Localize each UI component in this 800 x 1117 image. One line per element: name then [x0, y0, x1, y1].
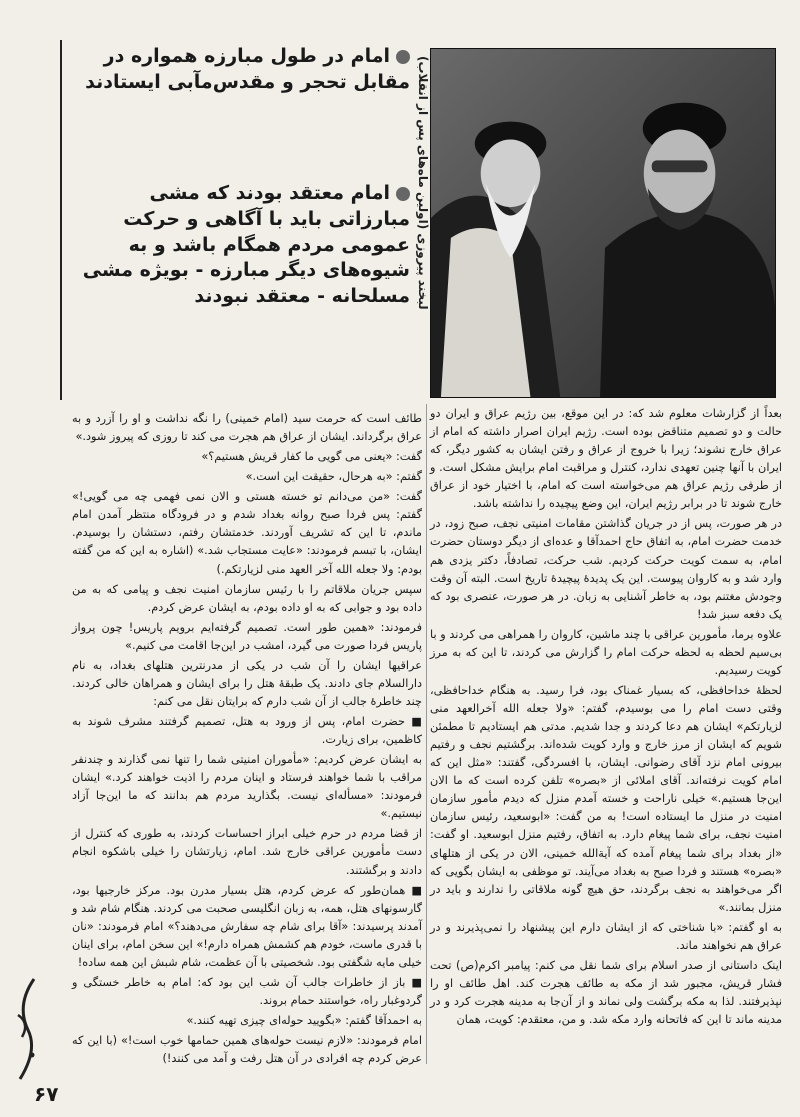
- bullet-icon: [396, 50, 410, 64]
- paragraph: لحظهٔ خداحافظی، که بسیار غمناک بود، فرا رسید. به هنگام خداحافظی، وقتی دست امام را می بوسیدم، گفتم: «ولا جعله الله آخرالعهد منی لزیارتکم» ایشان هم دعا کردند و جدا شدیم. مدتی هم ایستادیم تا مطمئن شویم که ایشان از مرز خارج و وارد کویت شده‌اند. برگشتیم نجف و رفتیم بیرونی امام نزد آقای رضوانی. ایشان، با افسردگی، گفتند: «مثل این که امام کویت نرفته‌اند. آقای املائی از «بصره» تلفن کرده است که ما الان این‌جا هستیم.» خیلی ناراحت و خسته آمدم منزل که دیدم مأمور سازمان امنیت در منزل ما ایستاده است! به من گفت: «ابوسعید، رئیس سازمان امنیت نجف، برای شما پیغام دارد. به اتفاق، رفتیم منزل ابوسعید. او گفت: «از بغداد برای شما پیغام آمده که آیةالله خمینی، الان در یکی از هتلهای «بصره» هستند و فردا صبح به بغداد می‌آیند. تو موظفی به ایشان بگویی که اگر می‌خواهند به نجف برگردند، حق هیچ گونه ملاقاتی را ندارند و باید در منزل بمانند.»: [430, 683, 782, 914]
- paragraph: ■ حضرت امام، پس از ورود به هتل، تصمیم گرفتند مشرف شوند به کاظمین، برای زیارت.: [72, 715, 422, 747]
- text-column-left: [72, 410, 422, 1070]
- paragraph: گفت: «یعنی می گویی ما کفار قریش هستیم؟»: [201, 450, 422, 464]
- paragraph: علاوه برما، مأمورین عراقی با چند ماشین، کاروان را همراهی می کردند و با بی‌سیم لحظه به لحظه حرکت امام را گزارش می کردند، تا این که به مرز کویت رسیدیم.: [430, 627, 782, 677]
- paragraph: گفت: «من می‌دانم تو خسته هستی و الان نمی فهمی چه می گویی!» گفتم: پس فردا صبح روانه بغداد شدم و در فرودگاه منتظر آمدن امام ماندم، تا این که تشریف آوردند. خدمتشان رفتم، دستشان را بوسیدم. ایشان، با تبسم فرمودند: «عایت مستجاب شد.» (اشاره به این که من گفته بودم: ولا جعله الله آخر العهد منی لزیارتکم.): [72, 490, 422, 576]
- paragraph: امام فرمودند: «لازم نیست حوله‌های همین حمامها خوب است!» (با این که عرض کردم چه افرادی در آن هتل رفت و آمد می کنند!): [72, 1034, 422, 1066]
- paragraph: اینک داستانی از صدر اسلام برای شما نقل می کنم: پیامبر اکرم(ص) تحت فشار قریش، مجبور شد از مکه به طائف هجرت کند. اهل طائف او را نپذیرفتند. لذا به مکه برگشت ولی نماند و از آن‌جا به مدینه هجرت کرد و در مدینه ماند تا این که فاتحانه وارد مکه شد. و من، معتقدم: کویت، همان: [430, 958, 782, 1027]
- paragraph: گفتم: «به هرحال، حقیقت این است.»: [245, 470, 422, 484]
- paragraph: در هر صورت، پس از در جریان گذاشتن مقامات امنیتی نجف، صبح زود، در خدمت حضرت امام، به اتفاق حاج احمدآقا و عده‌ای از دیگر دوستان حضرت امام، به سمت کویت حرکت کردیم. شب حرکت، تصادفاً، دکتر یزدی هم وارد شد و به کاروان پیوست. این یک پدیدهٔ پیچیدهٔ تاریخ است. البته آن وقت وجودش مغتنم بود، به خاطر آشنایی به زبان. در هر صورت، عنصری بود که یک دفعه سبز شد!: [430, 517, 782, 621]
- paragraph: عراقیها ایشان را آن شب در یکی از مدرنترین هتلهای بغداد، به نام دارالسلام جای دادند. یک طبقهٔ هتل را برای ایشان و همراهان خالی کردند. چند خاطرهٔ جالب از آن شب دارم که برایتان نقل می کنم:: [72, 658, 422, 708]
- column-divider: [426, 404, 427, 1064]
- photo-caption: لبخند پیروزی (اولین ماه‌های پس از انقلاب): [416, 56, 430, 310]
- pullquote-area: [60, 40, 410, 400]
- bullet-icon: [396, 187, 410, 201]
- paragraph: از قضا مردم در حرم خیلی ابراز احساسات کردند، به طوری که کنترل از دست مأمورین عراقی خارج شد. امام، زیارتشان را خیلی باشکوه انجام دادند و برگشتند.: [72, 827, 422, 877]
- magazine-logo-icon: [8, 975, 44, 1085]
- pullquote-1: امام در طول مبارزه همواره در مقابل تحجر و مقدس‌مآبی ایستادند: [85, 45, 410, 93]
- paragraph: ■ همان‌طور که عرض کردم، هتل بسیار مدرن بود. مرکز خارجیها بود، گارسونهای هتل، همه، به زبان انگلیسی صحبت می کردند. هنگام شام شد و آمدند پرسیدند: «آقا برای شام چه سفارش می‌دهند؟» امام فرمودند: «نان با قدری ماست، خودم هم کشمش همراه دارم!» این سخن امام، برای اینان خیلی مایه شگفتی بود. شخصیتی با آن عظمت، شام شبش این همه ساده!: [72, 883, 422, 969]
- text-column-right: [430, 405, 782, 1031]
- paragraph: به او گفتم: «با شناختی که از ایشان دارم این پیشنهاد را نمی‌پذیرند و در عراق هم نخواهند ماند.: [430, 920, 782, 952]
- paragraph: طائف است که حرمت سید (امام خمینی) را نگه نداشت و او را آزرد و به عراق برگرداند. ایشان از عراق هم هجرت می کند تا روزی که پیروز شود.»: [72, 412, 422, 444]
- page-number: ۶۷: [34, 1082, 59, 1106]
- paragraph: ■ باز از خاطرات جالب آن شب این بود که: امام به خاطر خستگی و گردوغبار راه، خواستند حمام بروند.: [72, 975, 422, 1007]
- pullquote-2: امام معتقد بودند که مشی مبارزاتی باید با آگاهی و حرکت عمومی مردم همگام باشد و به شیوه‌های دیگر مبارزه - بویژه مشی مسلحانه - معتقد نبودند: [82, 182, 410, 307]
- photo: [430, 48, 776, 398]
- paragraph: بعداً از گزارشات معلوم شد که: در این موقع، بین رژیم عراق و ایران دو حالت و دو تصمیم متناقض بوده است. رژیم ایران اصرار داشته که امام از عراق خارج نشوند؛ زیرا با خروج از عراق و رفتن ایشان به کشور دیگر، که ایران با آنها چنین تعهدی ندارد، کنترل و مراقبت امام برایش مشکل است. و از طرفی رژیم عراق هم می‌خواسته است که امام، با اختیار خود از عراق خارج شوند تا در برابر رژیم ایران، این وضع پیچیده را نداشته باشد.: [430, 407, 782, 511]
- photo-image: [431, 49, 775, 397]
- paragraph: به ایشان عرض کردیم: «مأموران امنیتی شما را تنها نمی گذارند و چندنفر مراقب با شما خواهند فرستاد و اینان مردم را اذیت خواهند کرد.» ایشان فرمودند: «مسأله‌ای نیست. بگذارید مردم هم بدانند که ما این‌جا آزاد نیستیم.»: [72, 753, 422, 821]
- paragraph: فرمودند: «همین طور است. تصمیم گرفته‌ایم برویم پاریس! چون پرواز پاریس فردا صورت می گیرد، امشب در این‌جا اقامت می کنیم.»: [72, 620, 422, 652]
- paragraph: سپس جریان ملاقاتم را با رئیس سازمان امنیت نجف و پیامی که به من داده بود و جوابی که به او داده بودم، به ایشان عرض کردم.: [72, 582, 422, 614]
- paragraph: به احمدآقا گفتم: «بگویید حوله‌ای چیزی تهیه کنند.»: [186, 1014, 422, 1027]
